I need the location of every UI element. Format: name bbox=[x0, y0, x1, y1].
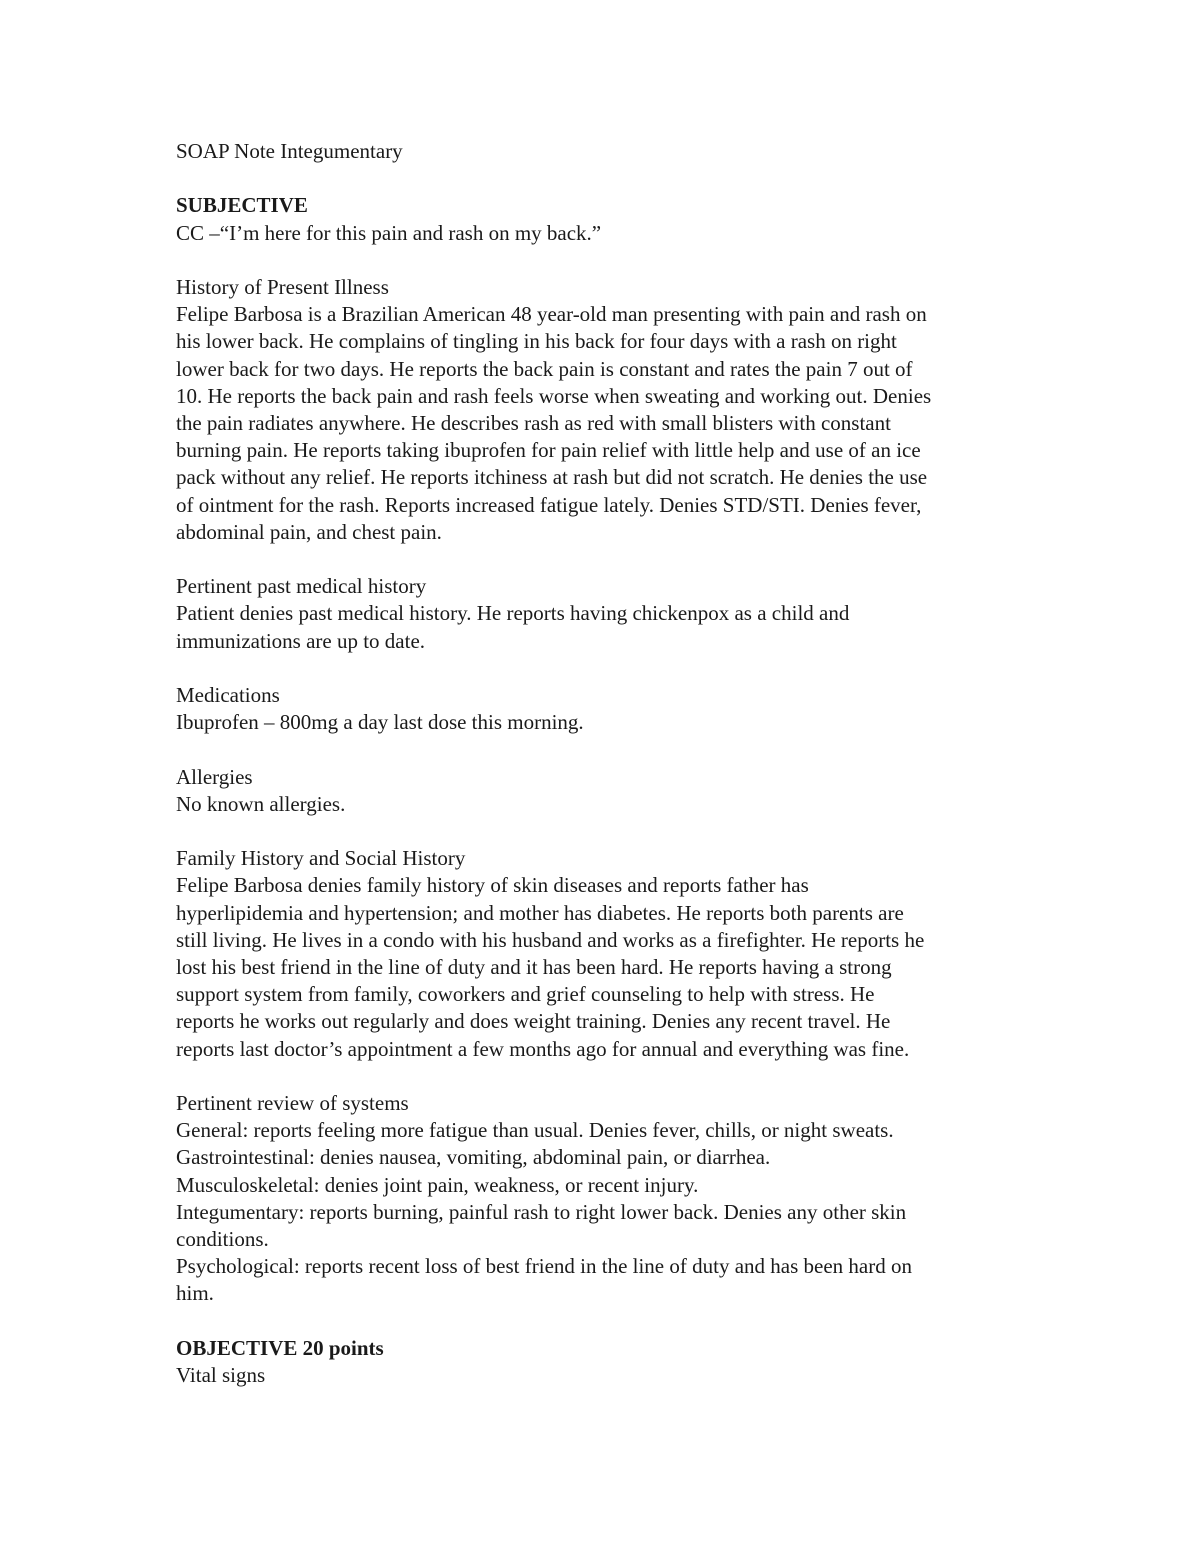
ros-line: Integumentary: reports burning, painful rash to right lower back. Denies any other skin bbox=[176, 1199, 907, 1224]
hpi-line: of ointment for the rash. Reports increased fatigue lately. Denies STD/STI. Denies fever, bbox=[176, 492, 922, 517]
family-social-line: support system from family, coworkers and grief counseling to help with stress. He bbox=[176, 982, 875, 1007]
ros-heading: Pertinent review of systems bbox=[176, 1091, 409, 1115]
spacer bbox=[176, 736, 1036, 763]
document-title: SOAP Note Integumentary bbox=[176, 139, 403, 163]
family-social-line: reports last doctor’s appointment a few months ago for annual and everything was fine. bbox=[176, 1036, 910, 1061]
hpi-line: abdominal pain, and chest pain. bbox=[176, 519, 442, 544]
hpi-line: lower back for two days. He reports the back pain is constant and rates the pain 7 out of bbox=[176, 356, 913, 381]
ros-line: Musculoskeletal: denies joint pain, weakness, or recent injury. bbox=[176, 1172, 699, 1197]
spacer bbox=[176, 1063, 1036, 1090]
subjective-heading: SUBJECTIVE bbox=[176, 193, 308, 218]
pmh-paragraph bbox=[176, 600, 1036, 654]
ros-paragraph bbox=[176, 1117, 1036, 1307]
medications-line: Ibuprofen – 800mg a day last dose this morning. bbox=[176, 710, 584, 735]
family-social-heading: Family History and Social History bbox=[176, 846, 466, 871]
ros-line: General: reports feeling more fatigue than usual. Denies fever, chills, or night sweats. bbox=[176, 1118, 894, 1143]
hpi-line: the pain radiates anywhere. He describes rash as red with small blisters with constant bbox=[176, 411, 891, 435]
medications-heading: Medications bbox=[176, 683, 280, 707]
vital-signs-heading: Vital signs bbox=[176, 1363, 266, 1388]
family-social-line: reports he works out regularly and does weight training. Denies any recent travel. He bbox=[176, 1009, 891, 1034]
family-social-line: lost his best friend in the line of duty and it has been hard. He reports having a strong bbox=[176, 955, 892, 979]
hpi-heading: History of Present Illness bbox=[176, 274, 389, 299]
hpi-line: burning pain. He reports taking ibuprofen for pain relief with little help and use of an ice bbox=[176, 438, 921, 463]
spacer bbox=[176, 247, 1036, 274]
chief-complaint: CC –“I’m here for this pain and rash on my back.” bbox=[176, 220, 602, 245]
allergies-line: No known allergies. bbox=[176, 791, 346, 816]
spacer bbox=[176, 165, 1036, 192]
family-social-line: Felipe Barbosa denies family history of skin diseases and reports father has bbox=[176, 873, 809, 898]
objective-heading: OBJECTIVE 20 points bbox=[176, 1335, 384, 1360]
pmh-heading: Pertinent past medical history bbox=[176, 574, 427, 599]
family-social-line: still living. He lives in a condo with his husband and works as a firefighter. He reports he bbox=[176, 927, 925, 952]
pmh-line: immunizations are up to date. bbox=[176, 628, 426, 653]
spacer bbox=[176, 818, 1036, 845]
ros-line: conditions. bbox=[176, 1227, 269, 1252]
hpi-line: Felipe Barbosa is a Brazilian American 48 year-old man presenting with pain and rash on bbox=[176, 302, 927, 327]
hpi-line: his lower back. He complains of tingling in his back for four days with a rash on right bbox=[176, 329, 897, 354]
hpi-line: pack without any relief. He reports itchiness at rash but did not scratch. He denies the use bbox=[176, 465, 928, 490]
document-page bbox=[176, 138, 1036, 1389]
hpi-line: 10. He reports the back pain and rash feels worse when sweating and working out. Denies bbox=[176, 383, 932, 408]
spacer bbox=[176, 655, 1036, 682]
pmh-line: Patient denies past medical history. He reports having chickenpox as a child and bbox=[176, 601, 850, 626]
ros-line: Psychological: reports recent loss of best friend in the line of duty and has been hard on bbox=[176, 1254, 912, 1279]
spacer bbox=[176, 546, 1036, 573]
ros-line: Gastrointestinal: denies nausea, vomiting, abdominal pain, or diarrhea. bbox=[176, 1145, 771, 1170]
family-social-paragraph bbox=[176, 872, 1036, 1062]
spacer bbox=[176, 1308, 1036, 1335]
allergies-heading: Allergies bbox=[176, 764, 253, 789]
hpi-paragraph bbox=[176, 301, 1036, 546]
family-social-line: hyperlipidemia and hypertension; and mother has diabetes. He reports both parents are bbox=[176, 900, 904, 925]
ros-line: him. bbox=[176, 1281, 214, 1306]
